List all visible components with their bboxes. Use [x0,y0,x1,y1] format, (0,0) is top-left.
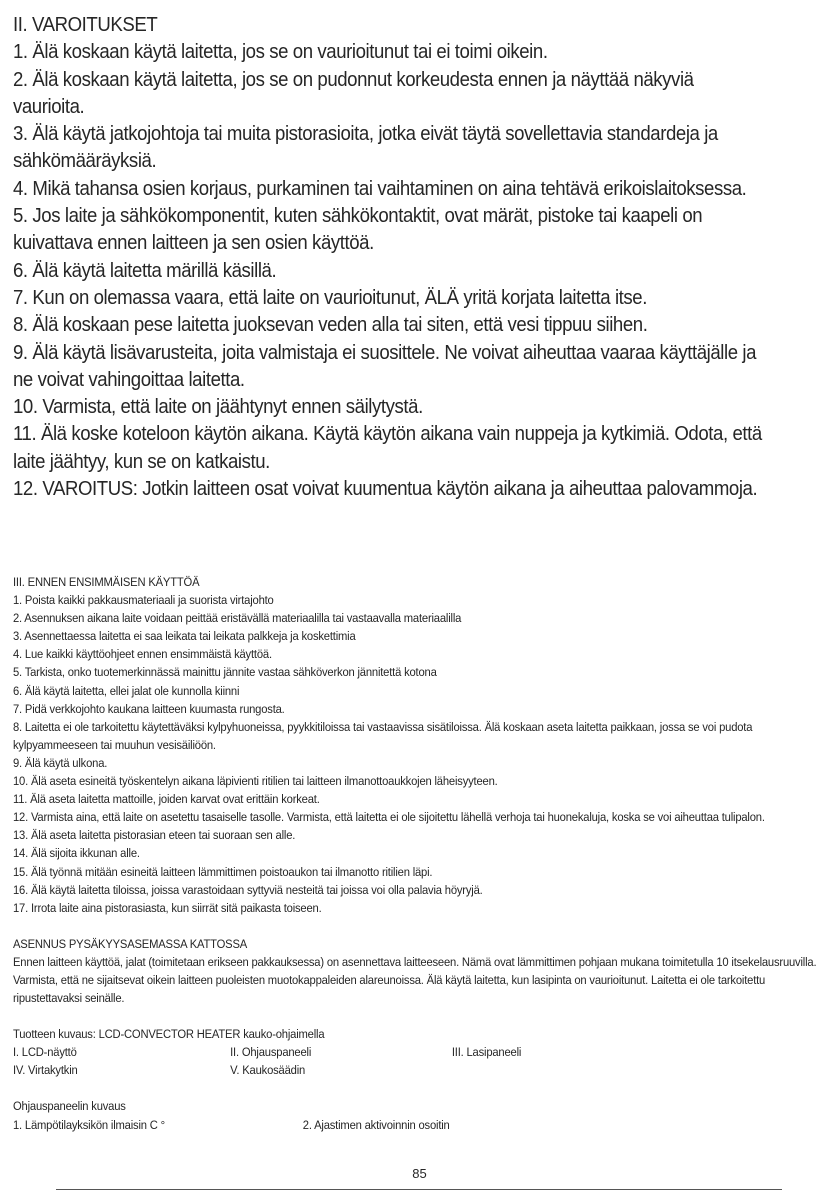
before-use-item: 7. Pidä verkkojohto kaukana laitteen kuumasta rungosta. [13,701,285,716]
before-use-item: 11. Älä aseta laitetta mattoille, joiden karvat ovat erittäin korkeat. [13,792,320,807]
warnings-section [13,12,764,503]
warning-item: 4. Mikä tahansa osien korjaus, purkaminen tai vaihtaminen on aina tehtävä erikoislaitoksessa. [13,177,747,200]
product-description: Tuotteen kuvaus: LCD-CONVECTOR HEATER kauko-ohjaimella [13,1027,325,1042]
installation-heading: ASENNUS PYSÄKYYSASEMASSA KATTOSSA [13,936,248,951]
lower-section [13,573,823,1134]
before-use-item: 14. Älä sijoita ikkunan alle. [13,846,140,861]
part-label: III. Lasipaneeli [451,1045,522,1060]
part-label: IV. Virtakytkin [13,1063,78,1078]
spacer [13,1079,823,1097]
warning-item: 11. Älä koske koteloon käytön aikana. Käytä käytön aikana vain nuppeja ja kytkimiä. Odota, että laite jäähtyy, kun se on katkaistu. [13,423,762,473]
warning-item: 12. VAROITUS: Jotkin laitteen osat voivat kuumentua käytön aikana ja aiheuttaa palovammoja. [13,478,758,501]
control-panel-heading: Ohjauspaneelin kuvaus [13,1099,126,1114]
warning-item: 6. Älä käytä laitetta märillä käsillä. [13,259,277,282]
before-use-item: 8. Laitetta ei ole tarkoitettu käytettäväksi kylpyhuoneissa, pyykkitiloissa tai vastaavissa sisätiloissa. Älä koskaan aseta laitetta paikkaan, jossa se voi pudota kylpyammeeseen tai muuhun vesisäiliöön. [13,719,753,752]
warning-item: 5. Jos laite ja sähkökomponentit, kuten sähkökontaktit, ovat märät, pistoke tai kaapeli on kuivattava ennen laitteen ja sen osien käyttöä. [13,205,703,255]
parts-row [13,1061,823,1079]
warning-item: 3. Älä käytä jatkojohtoja tai muita pistorasioita, jotka eivät täytä sovellettavia standardeja ja sähkömääräyksiä. [13,123,718,173]
part-label: I. LCD-näyttö [13,1045,77,1060]
warning-item: 7. Kun on olemassa vaara, että laite on vaurioitunut, ÄLÄ yritä korjata laitetta itse. [13,286,647,309]
before-use-item: 10. Älä aseta esineitä työskentelyn aikana läpivienti ritilien tai laitteen ilmanottoaukkojen läheisyyteen. [13,774,498,789]
before-use-item: 5. Tarkista, onko tuotemerkinnässä mainittu jännite vastaa sähköverkon jännitettä kotona [13,665,437,680]
before-use-item: 17. Irrota laite aina pistorasiasta, kun siirrät sitä paikasta toiseen. [13,900,322,915]
spacer [13,917,823,935]
warnings-heading: II. VAROITUKSET [13,14,158,36]
warning-item: 8. Älä koskaan pese laitetta juoksevan veden alla tai siten, että vesi tippuu siihen. [13,314,648,337]
before-use-item: 6. Älä käytä laitetta, ellei jalat ole kunnolla kiinni [13,683,240,698]
before-use-item: 1. Poista kaikki pakkausmateriaali ja suorista virtajohto [13,593,274,608]
warning-item: 1. Älä koskaan käytä laitetta, jos se on vaurioitunut tai ei toimi oikein. [13,41,548,64]
footer-rule [56,1189,782,1190]
before-use-item: 9. Älä käytä ulkona. [13,755,108,770]
installation-text: Ennen laitteen käyttöä, jalat (toimitetaan erikseen pakkauksessa) on asennettava laitteeseen. Nämä ovat lämmittimen pohjaan mukana toimitetulla 10 itsekelausruuvilla. Varmista, että ne sijaitsevat oikein laitteen puoleisten muotokappaleiden alareunoissa. Älä käytä laitetta, kun lasipinta on vaurioitunut. Laitetta ei ole tarkoitettu ripustettavaksi seinälle. [13,954,817,1006]
page-number: 85 [412,1166,427,1181]
before-use-item: 16. Älä käytä laitetta tiloissa, joissa varastoidaan syttyviä nesteitä tai joissa voi olla palavia höyryjä. [13,882,483,897]
part-label: II. Ohjauspaneeli [230,1045,312,1060]
warning-item: 9. Älä käytä lisävarusteita, joita valmistaja ei suosittele. Ne voivat aiheuttaa vaaraa käyttäjälle ja ne voivat vahingoittaa laitetta. [13,341,757,391]
part-label: V. Kaukosäädin [230,1063,306,1078]
parts-row [13,1043,823,1061]
spacer [13,1007,823,1025]
before-use-item: 3. Asennettaessa laitetta ei saa leikata tai leikata palkkeja ja koskettimia [13,629,356,644]
control-panel-item: 1. Lämpötilayksikön ilmaisin C ° [13,1117,165,1132]
before-use-item: 15. Älä työnnä mitään esineitä laitteen lämmittimen poistoaukon tai ilmanotto ritilien läpi. [13,864,433,879]
control-panel-row [13,1116,823,1134]
before-use-item: 12. Varmista aina, että laite on asetettu tasaiselle tasolle. Varmista, että laitetta ei ole sijoitettu lähellä verhoja tai huonekaluja, koska se voi aiheuttaa tulipalon. [13,810,765,825]
before-use-item: 4. Lue kaikki käyttöohjeet ennen ensimmäistä käyttöä. [13,647,272,662]
control-panel-item: 2. Ajastimen aktivoinnin osoitin [302,1117,450,1132]
before-use-item: 2. Asennuksen aikana laite voidaan peittää eristävällä materiaalilla tai vastaavalla materiaalilla [13,611,462,626]
warning-item: 2. Älä koskaan käytä laitetta, jos se on pudonnut korkeudesta ennen ja näyttää näkyviä vaurioita. [13,68,694,118]
before-use-heading: III. ENNEN ENSIMMÄISEN KÄYTTÖÄ [13,575,200,589]
warning-item: 10. Varmista, että laite on jäähtynyt ennen säilytystä. [13,396,423,419]
before-use-item: 13. Älä aseta laitetta pistorasian eteen tai suoraan sen alle. [13,828,296,843]
